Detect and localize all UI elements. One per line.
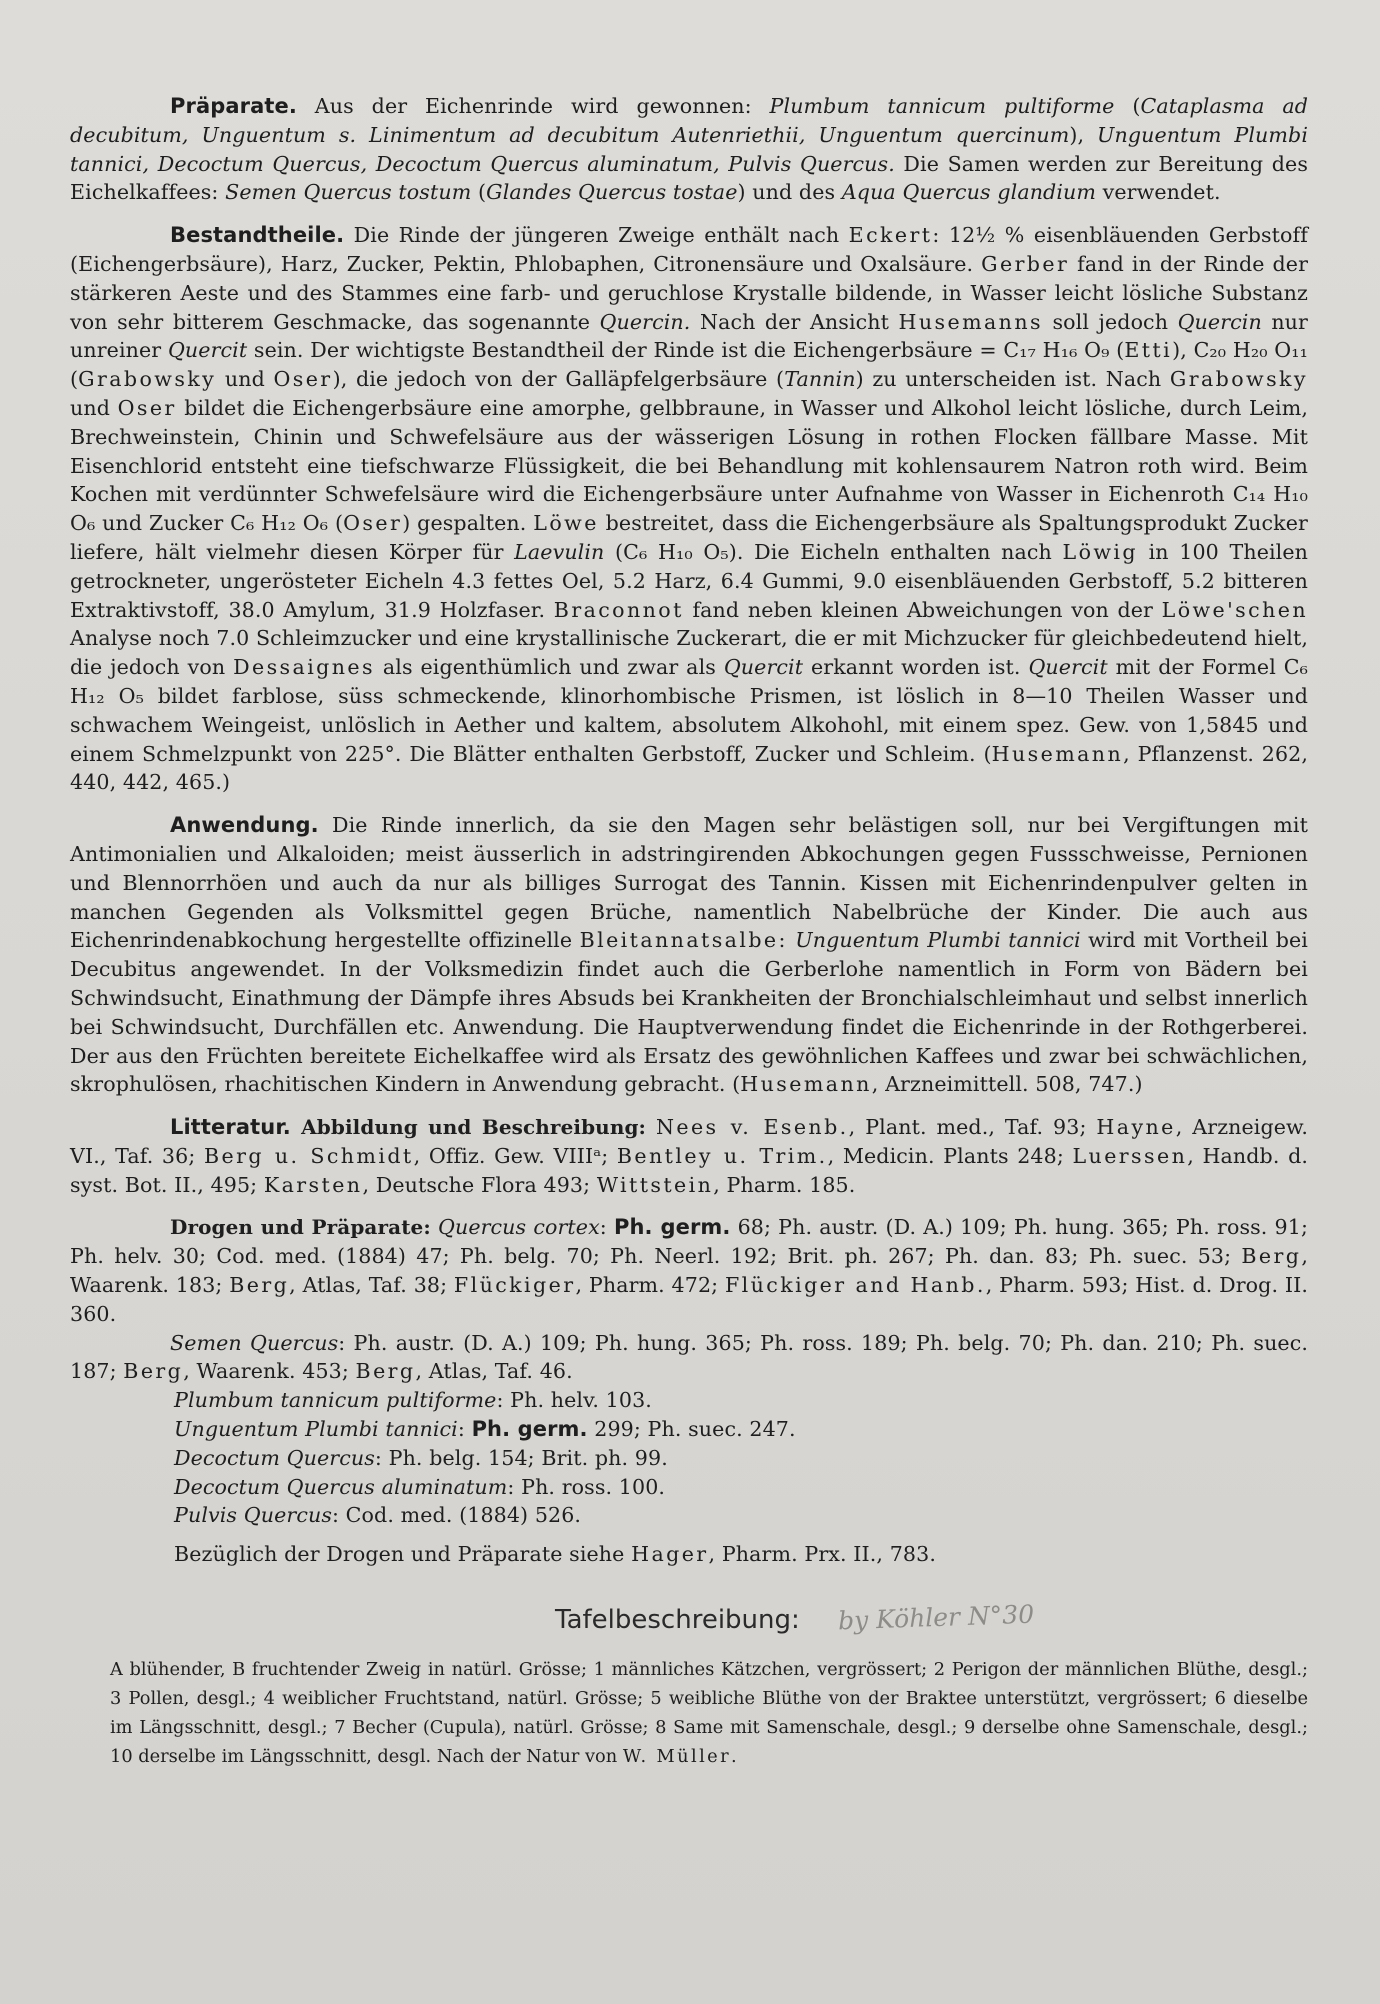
text: mit der Formel C₆ H₁₂ O₅ bildet farblose, süss schmeckende, klinorhombische Prismen, ist löslich in 8—10 Theilen Wasser und schwachem Weingeist, unlöslich in Aether und kaltem, absolutem Alkohohl, mit einem spez. Gew. von 1,5845 und einem Schmelzpunkt von 225°. Die Blätter enthalten Gerbstoff, Zucker und Schleim. (: [70, 655, 1309, 766]
text: ), C₂₀ H₂₀ O₁₁ (: [70, 338, 1308, 392]
text: , Pflanzenst. 262, 440, 442, 465.): [70, 741, 1308, 795]
author-name: Oser: [343, 511, 403, 536]
tafel-header: [70, 1599, 1308, 1645]
section-anwendung: [70, 811, 1308, 1099]
text: : Ph. helv. 103.: [496, 1388, 652, 1413]
heading-litteratur: Litteratur.: [170, 1115, 291, 1140]
drogen-semen: [70, 1329, 1308, 1387]
heading-anwendung: Anwendung.: [170, 813, 319, 838]
text: Die Rinde der jüngeren Zweige enthält nach: [344, 223, 849, 248]
author-name: Berg: [355, 1359, 416, 1384]
text: Nach der Ansicht: [690, 309, 899, 334]
text: bestreitet, dass die Eichengerbsäure als Spaltungsprodukt Zucker liefere, hält vielmehr diesen Körper für: [70, 511, 1308, 564]
text: , Waarenk. 183;: [70, 1244, 1308, 1298]
author-name: Oser: [273, 367, 333, 392]
author-name: Karsten: [263, 1172, 363, 1197]
italic-term: Quercin.: [599, 309, 691, 334]
section-praeparate: [70, 92, 1308, 207]
drogen-decoctum-aluminatum: [70, 1473, 1308, 1502]
author-name: Löwig: [1062, 539, 1138, 564]
author-name: Grabowsky: [78, 367, 217, 392]
italic-term: Quercit: [167, 338, 248, 363]
author-name: Löwe: [533, 511, 599, 536]
author-name: Flückiger and Hanb.: [724, 1273, 986, 1298]
text: : 12½ % eisenbläuenden Gerbstoff (Eichengerbsäure), Harz, Zucker, Pektin, Phlobaphen, Citronensäure und Oxalsäure.: [70, 223, 1308, 276]
italic-term: Unguentum Plumbi tannici: [795, 928, 1081, 953]
text: :: [457, 1417, 472, 1442]
tafel-title: Tafelbeschreibung:: [555, 1605, 800, 1636]
author-name: Nees v. Esenb.: [655, 1115, 849, 1140]
italic-term: Semen Quercus: [170, 1330, 339, 1355]
drogen-unguentum: [70, 1415, 1308, 1444]
text: , Medicin. Plants 248;: [827, 1143, 1073, 1168]
text: , Atlas, Taf. 46.: [415, 1359, 573, 1384]
author-name: Berg: [229, 1273, 290, 1298]
italic-term: Plumbum tannicum pultiforme: [769, 94, 1115, 118]
text: ) zu unterscheiden ist. Nach: [855, 367, 1170, 392]
drogen-hager: [70, 1540, 1308, 1569]
text: .: [731, 1746, 737, 1768]
author-name: Husemanns: [898, 309, 1043, 334]
drogen-decoctum: [70, 1444, 1308, 1473]
author-name: Berg u. Schmidt: [203, 1143, 414, 1168]
text: Bezüglich der Drogen und Präparate siehe: [174, 1542, 632, 1567]
heading-drogen: Drogen und Präparate:: [170, 1215, 431, 1240]
author-name: Dessaignes: [233, 655, 375, 680]
text: , Plant. med., Taf. 93;: [848, 1115, 1097, 1140]
text: , Pharm. Prx. II., 783.: [708, 1542, 936, 1567]
author-name: Braconnot: [553, 597, 684, 622]
heading-bestandtheile: Bestandtheile.: [170, 223, 345, 248]
text: , Handb. d. syst. Bot. II., 495;: [70, 1143, 1309, 1197]
italic-term: Laevulin: [514, 539, 605, 564]
text: , Arzneimittell. 508, 747.): [871, 1072, 1143, 1097]
handwritten-note: by Köhler N°30: [837, 1599, 1035, 1636]
italic-term: Quercit: [723, 655, 804, 680]
italic-term: Decoctum Quercus aluminatum: [174, 1474, 508, 1499]
text: in 100 Theilen getrockneter, ungerösteter Eicheln 4.3 fettes Oel, 5.2 Harz, 6.4 Gummi, 9.0 eisenbläuenden Gerbstoff, 5.2 bitteren Extraktivstoff, 38.0 Amylum, 31.9 Holzfaser.: [70, 539, 1309, 622]
text: :: [599, 1215, 614, 1240]
text: : Cod. med. (1884) 526.: [332, 1503, 582, 1528]
text: bildet die Eichengerbsäure eine amorphe, gelbbraune, in Wasser und Alkohol leicht lösliche, durch Leim, Brechweinstein, Chinin und Schwefelsäure aus der wässerigen Lösung in rothen Flocken fällbare Masse. Mit Eisenchlorid entsteht eine tiefschwarze Flüssigkeit, die bei Behandlung mit kohlensaurem Natron roth wird. Beim Kochen mit verdünnter Schwefelsäure wird die Eichengerbsäure unter Aufnahme von Wasser in Eichenroth C₁₄ H₁₀ O₆ und Zucker C₆ H₁₂ O₆ (: [70, 395, 1308, 536]
text: : Ph. ross. 100.: [507, 1474, 666, 1499]
text: : Ph. belg. 154; Brit. ph. 99.: [374, 1445, 668, 1470]
text: A blühender, B fruchtender Zweig in natürl. Grösse; 1 männliches Kätzchen, vergrössert; 2 Perigon der männlichen Blüthe, desgl.; 3 Pollen, desgl.; 4 weiblicher Fruchtstand, natürl. Grösse; 5 weibliche Blüthe von der Braktee unterstützt, vergrössert; 6 dieselbe im Längsschnitt, desgl.; 7 Becher (Cupula), natürl. Grösse; 8 Same mit Samenschale, desgl.; 9 derselbe ohne Samenschale, desgl.; 10 derselbe im Längsschnitt, desgl. Nach der Natur von: [110, 1659, 1308, 1768]
author-name: Oser: [117, 395, 177, 420]
text: fand neben kleinen Abweichungen von der: [683, 597, 1162, 622]
text: ) gespalten.: [402, 511, 534, 536]
drogen-plumbum: [70, 1386, 1308, 1415]
author-name: Etti: [1124, 338, 1173, 363]
text: Die Samen werden zur Bereitung des Eichelkaffees:: [70, 151, 1308, 205]
author-name: Hayne: [1096, 1115, 1176, 1140]
tafel-description: [70, 1655, 1308, 1771]
italic-term: Quercus cortex: [437, 1215, 600, 1240]
italic-term: Glandes Quercus tostae: [486, 180, 738, 205]
heading-praeparate: Präparate.: [170, 94, 297, 118]
italic-term: Plumbum tannicum pultiforme: [174, 1388, 497, 1413]
section-litteratur: [70, 1113, 1308, 1199]
text: sein. Der wichtigste Bestandtheil der Rinde ist die Eichengerbsäure = C₁₇ H₁₆ O₉ (: [247, 338, 1125, 363]
author-name: Berg: [123, 1359, 184, 1384]
text: , Deutsche Flora 493;: [362, 1172, 597, 1197]
text: (C₆ H₁₀ O₅). Die Eicheln enthalten nach: [604, 539, 1063, 564]
author-name: W. Müller: [622, 1746, 732, 1768]
author-name: Wittstein: [596, 1172, 714, 1197]
text: ),: [1069, 122, 1098, 147]
author-name: Grabowsky: [1169, 367, 1308, 392]
text: , Waarenk. 453;: [183, 1359, 356, 1384]
author-name: Husemann: [991, 741, 1124, 766]
text: , Pharm. 472;: [575, 1273, 725, 1298]
text: nur unreiner: [70, 309, 1308, 363]
section-drogen: [70, 1213, 1308, 1569]
author-name: Husemann: [740, 1072, 872, 1097]
text: Analyse noch 7.0 Schleimzucker und eine krystallinische Zuckerart, die er mit Michzucker für gleichbedeutend hielt, die jedoch von: [70, 626, 1308, 680]
author-name: Berg: [1241, 1244, 1302, 1269]
text: als eigenthümlich und zwar als: [374, 655, 724, 680]
author-name: Eckert: [848, 223, 933, 248]
text: 299; Ph. suec. 247.: [587, 1417, 796, 1442]
text: , Arzneigew. VI., Taf. 36;: [70, 1115, 1308, 1168]
italic-term: Decoctum Quercus: [174, 1445, 375, 1470]
text: und: [216, 367, 274, 392]
author-name: Bentley u. Trim.: [616, 1143, 828, 1168]
drogen-cortex: [70, 1213, 1308, 1328]
text: , Offiz. Gew. VIIIᵃ;: [413, 1143, 617, 1168]
italic-term: Pulvis Quercus: [174, 1503, 332, 1528]
section-bestandtheile: [70, 221, 1308, 797]
text: 68; Ph. austr. (D. A.) 109; Ph. hung. 365; Ph. ross. 91; Ph. helv. 30; Cod. med. (1884) 47; Ph. belg. 70; Ph. Neerl. 192; Brit. ph. 267; Ph. dan. 83; Ph. suec. 53;: [70, 1215, 1308, 1269]
text: , Pharm. 185.: [713, 1172, 856, 1197]
italic-term: Unguentum Plumbi tannici, Decoctum Quercus, Decoctum Quercus aluminatum, Pulvis Quercus.: [70, 122, 1308, 176]
text: (: [1114, 94, 1141, 118]
author-name: Luerssen: [1072, 1143, 1188, 1168]
author-name: Gerber: [981, 251, 1070, 276]
text: wird mit Vortheil bei Decubitus angewendet. In der Volksmedizin findet auch die Gerberlohe namentlich in Form von Bädern bei Schwindsucht, Einathmung der Dämpfe ihres Absuds bei Krankheiten der Bronchialschleimhaut und selbst innerlich bei Schwindsucht, Durchfällen etc. Anwendung. Die Hauptverwendung findet die Eichenrinde in der Rothgerberei. Der aus den Früchten bereitete Eichelkaffee wird als Ersatz des gewöhnlichen Kaffees und zwar bei schwächlichen, skrophulösen, rhachitischen Kindern in Anwendung gebracht. (: [70, 928, 1308, 1097]
italic-term: Quercit: [1028, 655, 1108, 680]
italic-term: Cataplasma ad decubitum, Unguentum s. Linimentum ad decubitum Autenriethii, Unguentum quercinum: [70, 94, 1309, 147]
subheading-abbildung: Abbildung und Beschreibung:: [290, 1115, 647, 1140]
italic-term: Aqua Quercus glandium: [841, 180, 1097, 205]
text: : Ph. austr. (D. A.) 109; Ph. hung. 365; Ph. ross. 189; Ph. belg. 70; Ph. dan. 210; Ph. suec. 187;: [70, 1330, 1308, 1384]
text: fand in der Rinde der stärkeren Aeste und des Stammes eine farb- und geruchlose Krystalle bildende, in Wasser leicht lösliche Substanz von sehr bitterem Geschmacke, das sogenannte: [70, 251, 1309, 334]
text: , Pharm. 593; Hist. d. Drog. II. 360.: [70, 1273, 1308, 1326]
text: verwendet.: [1096, 180, 1221, 205]
text: ) und des: [737, 180, 842, 205]
text: und: [70, 395, 118, 420]
italic-term: Tannin: [784, 367, 856, 392]
author-name: Hager: [631, 1542, 709, 1567]
text: ), die jedoch von der Galläpfelgerbsäure (: [332, 367, 785, 392]
spaced-term: Bleitannatsalbe:: [579, 928, 788, 953]
drogen-pulvis: [70, 1501, 1308, 1530]
ph-germ-label: Ph. germ.: [471, 1417, 588, 1442]
text: , Atlas, Taf. 38;: [289, 1273, 454, 1298]
author-name: Löwe'schen: [1161, 597, 1308, 622]
text: (: [471, 180, 487, 205]
italic-term: Semen Quercus tostum: [225, 180, 472, 205]
text: soll jedoch: [1042, 309, 1178, 334]
author-name: Flückiger: [453, 1273, 576, 1298]
ph-germ-label: Ph. germ.: [613, 1215, 731, 1240]
text: Aus der Eichenrinde wird gewonnen:: [296, 94, 770, 118]
text: erkannt worden ist.: [803, 655, 1029, 680]
italic-term: Unguentum Plumbi tannici: [174, 1417, 458, 1442]
italic-term: Quercin: [1177, 309, 1262, 334]
text: Die Rinde innerlich, da sie den Magen sehr belästigen soll, nur bei Vergiftungen mit Antimonialien und Alkaloiden; meist äusserlich in adstringirenden Abkochungen gegen Fussschweisse, Pernionen und Blennorrhöen und auch da nur als billiges Surrogat des Tannin. Kissen mit Eichenrindenpulver gelten in manchen Gegenden als Volksmittel gegen Brüche, namentlich Nabelbrüche der Kinder. Die auch aus Eichenrindenabkochung hergestellte offizinelle: [70, 813, 1308, 953]
